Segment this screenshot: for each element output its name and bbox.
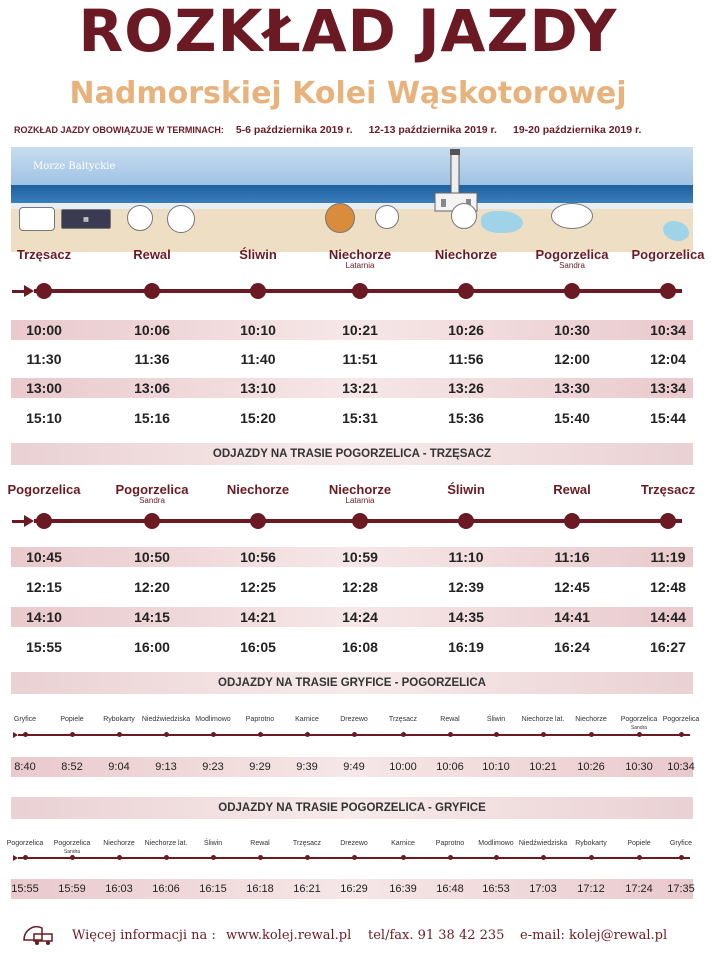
departure-time: 14:41: [554, 609, 590, 625]
station-name: Pogorzelica: [6, 840, 44, 847]
station-dot: [36, 283, 52, 299]
station-dot: [352, 855, 357, 860]
station-name: Niechorze: [103, 840, 135, 847]
departure-time: 11:16: [554, 549, 590, 565]
departure-time: 16:27: [650, 639, 686, 655]
station-dot: [117, 855, 122, 860]
departure-time: 8:52: [61, 761, 83, 773]
terms-label: ROZKŁAD JAZDY OBOWIĄZUJE W TERMINACH:: [14, 125, 224, 135]
station-sub-label: Latarnia: [345, 496, 375, 505]
station-name: Śliwin: [447, 482, 485, 497]
info-label: Więcej informacji na :: [72, 928, 216, 943]
departure-time: 12:00: [554, 351, 590, 367]
station-name: Pogorzelica: [631, 247, 705, 262]
departure-time: 10:26: [577, 761, 605, 773]
station-sub-label: Sandra: [63, 849, 81, 855]
footer: [0, 920, 696, 950]
departure-time: 16:08: [342, 639, 378, 655]
departure-time: 16:29: [340, 883, 368, 895]
station-label: [315, 248, 405, 270]
departure-time: 16:15: [199, 883, 227, 895]
station-label: [0, 483, 89, 497]
station-name: Niechorze: [434, 247, 498, 262]
station-name: Modlimowo: [195, 716, 231, 723]
sea-label: Morze Bałtyckie: [33, 161, 116, 172]
departure-time: 12:25: [240, 579, 276, 595]
train-logo-icon: [20, 922, 56, 946]
station-sub-label: Sandra: [630, 725, 648, 731]
departure-time: 15:59: [58, 883, 86, 895]
station-dot: [448, 732, 453, 737]
route2-heading: ODJAZDY NA TRASIE POGORZELICA - TRZĘSACZ: [11, 443, 693, 465]
departure-time: 16:24: [554, 639, 590, 655]
website-link[interactable]: www.kolej.rewal.pl: [226, 928, 352, 943]
departure-time: 10:56: [240, 549, 276, 565]
station-dot: [679, 732, 684, 737]
station-label: [651, 840, 711, 848]
station-name: Rybokarty: [575, 840, 607, 847]
station-label: [315, 483, 405, 505]
departure-time: 14:24: [342, 609, 378, 625]
departure-time: 13:30: [554, 380, 590, 396]
station-label: [421, 248, 511, 262]
departure-time: 12:20: [134, 579, 170, 595]
station-dot: [637, 732, 642, 737]
station-dot: [305, 855, 310, 860]
term-date: 19-20 października 2019 r.: [512, 124, 642, 136]
departure-time: 12:39: [448, 579, 484, 595]
timetable-row: [11, 607, 693, 627]
departure-time: 16:03: [105, 883, 133, 895]
station-label: [213, 248, 303, 262]
timetable-row: [11, 879, 693, 899]
departure-time: 15:40: [554, 410, 590, 426]
station-dot: [541, 855, 546, 860]
aqua-park-logo-icon: [551, 203, 593, 229]
station-dot: [250, 513, 266, 529]
station-dot: [660, 513, 676, 529]
station-dot: [258, 855, 263, 860]
departure-time: 16:18: [246, 883, 274, 895]
departure-time: 15:55: [26, 639, 62, 655]
departure-time: 14:35: [448, 609, 484, 625]
station-dot: [401, 855, 406, 860]
departure-time: 16:39: [389, 883, 417, 895]
departure-time: 12:15: [26, 579, 62, 595]
station-name: Niechorze: [328, 247, 392, 262]
departure-time: 16:05: [240, 639, 276, 655]
departure-time: 10:50: [134, 549, 170, 565]
station-name: Śliwin: [239, 247, 277, 262]
departure-time: 10:30: [625, 761, 653, 773]
timetable-row: [11, 349, 693, 369]
departure-time: 14:44: [650, 609, 686, 625]
departure-time: 11:56: [448, 351, 484, 367]
station-name: Trzęsacz: [388, 716, 418, 723]
station-name: Niechorze: [328, 482, 392, 497]
timetable-row: [11, 577, 693, 597]
station-name: Niechorze lat.: [521, 716, 565, 723]
timetable-row: [11, 547, 693, 567]
station-name: Pogorzelica: [662, 716, 700, 723]
departure-time: 16:21: [293, 883, 321, 895]
station-dot: [144, 513, 160, 529]
lake-shape-icon: [481, 211, 523, 233]
departure-time: 15:20: [240, 410, 276, 426]
station-sub-label: Latarnia: [345, 261, 375, 270]
station-dot: [352, 513, 368, 529]
station-name: Rewal: [553, 482, 591, 497]
station-label: [527, 248, 617, 270]
station-dot: [494, 855, 499, 860]
butterfly-logo-icon: [325, 203, 355, 233]
station-name: Drezewo: [340, 840, 368, 847]
station-label: [651, 716, 711, 724]
departure-time: 11:19: [650, 549, 686, 565]
departure-time: 10:10: [482, 761, 510, 773]
station-name: Paprotno: [435, 840, 465, 847]
station-name: Karnice: [295, 716, 319, 723]
departure-time: 13:21: [342, 380, 378, 396]
station-dot: [352, 283, 368, 299]
departure-time: 15:16: [134, 410, 170, 426]
departure-time: 16:00: [134, 639, 170, 655]
departure-time: 15:36: [448, 410, 484, 426]
station-dot: [494, 732, 499, 737]
departure-time: 11:36: [134, 351, 170, 367]
station-label: [107, 248, 197, 262]
route-map-banner: [11, 147, 693, 252]
station-dot: [458, 283, 474, 299]
station-dot: [23, 855, 28, 860]
station-dot: [564, 283, 580, 299]
departure-time: 17:24: [625, 883, 653, 895]
station-sub-label: Sandra: [559, 261, 585, 270]
station-name: Popiele: [60, 716, 84, 723]
station-name: Rewal: [250, 840, 270, 847]
station-dot: [564, 513, 580, 529]
departure-time: 9:23: [202, 761, 224, 773]
departure-time: 10:21: [342, 322, 378, 338]
station-name: Karnice: [391, 840, 415, 847]
station-name: Pogorzelica: [535, 247, 609, 262]
departure-time: 10:06: [436, 761, 464, 773]
departure-time: 13:00: [26, 380, 62, 396]
email-link[interactable]: e-mail: kolej@rewal.pl: [520, 928, 668, 943]
departure-time: 13:06: [134, 380, 170, 396]
station-dot: [679, 855, 684, 860]
station-name: Trzęsacz: [292, 840, 322, 847]
station-dot: [36, 513, 52, 529]
station-dot: [589, 855, 594, 860]
station-name: Rybokarty: [103, 716, 135, 723]
departure-time: 15:44: [650, 410, 686, 426]
station-dot: [401, 732, 406, 737]
term-date: 12-13 października 2019 r.: [368, 124, 497, 136]
departure-time: 15:10: [26, 410, 62, 426]
station-name: Niechorze lat.: [144, 840, 188, 847]
arrow-icon: [24, 515, 34, 527]
timetable-row: [11, 378, 693, 398]
station-dot: [70, 732, 75, 737]
station-dot: [70, 855, 75, 860]
arrow-icon: [24, 285, 34, 297]
departure-time: 15:55: [11, 883, 39, 895]
station-name: Rewal: [133, 247, 171, 262]
term-date: 5-6 października 2019 r.: [235, 124, 353, 136]
departure-time: 8:40: [14, 761, 36, 773]
station-dot: [117, 732, 122, 737]
departure-time: 16:19: [448, 639, 484, 655]
station-dot: [458, 513, 474, 529]
route4-heading: ODJAZDY NA TRASIE POGORZELICA - GRYFICE: [11, 797, 693, 819]
station-label: [623, 483, 713, 497]
station-dot: [258, 732, 263, 737]
departure-time: 10:34: [650, 322, 686, 338]
station-name: Popiele: [627, 840, 651, 847]
route3-heading: ODJAZDY NA TRASIE GRYFICE - POGORZELICA: [11, 672, 693, 694]
station-label: [421, 483, 511, 497]
departure-time: 13:10: [240, 380, 276, 396]
station-name: Niechorze: [226, 482, 290, 497]
departure-time: 10:00: [26, 322, 62, 338]
departure-time: 10:21: [529, 761, 557, 773]
station-name: Paprotno: [245, 716, 275, 723]
station-label: [107, 483, 197, 505]
page-title: ROZKŁAD JAZDY: [78, 0, 618, 65]
station-dot: [250, 283, 266, 299]
station-name: Śliwin: [203, 840, 223, 847]
station-label: [213, 483, 303, 497]
miniature-park-logo-icon: [375, 205, 399, 229]
timetable-row: [11, 320, 693, 340]
departure-time: 10:34: [667, 761, 695, 773]
fishing-museum-logo-icon: [451, 203, 477, 229]
departure-time: 9:13: [155, 761, 177, 773]
station-dot: [23, 732, 28, 737]
labirynt-logo-icon: ▦: [61, 209, 111, 229]
departure-time: 12:28: [342, 579, 378, 595]
station-dot: [211, 732, 216, 737]
museum-logo-icon: [167, 205, 195, 233]
departure-time: 14:21: [240, 609, 276, 625]
station-dot: [352, 732, 357, 737]
departure-time: 16:06: [152, 883, 180, 895]
departure-time: 9:49: [343, 761, 365, 773]
timetable-row: [11, 637, 693, 657]
station-name: Trzęsacz: [16, 247, 72, 262]
departure-time: 15:31: [342, 410, 378, 426]
departure-time: 10:59: [342, 549, 378, 565]
validity-terms: [14, 124, 690, 136]
departure-time: 16:53: [482, 883, 510, 895]
departure-time: 10:10: [240, 322, 276, 338]
station-dot: [305, 732, 310, 737]
lighthouse-logo-icon: [19, 207, 55, 231]
departure-time: 11:30: [26, 351, 62, 367]
departure-time: 14:15: [134, 609, 170, 625]
departure-time: 11:10: [448, 549, 484, 565]
departure-time: 17:03: [529, 883, 557, 895]
departure-time: 12:48: [650, 579, 686, 595]
departure-time: 10:06: [134, 322, 170, 338]
departure-time: 9:39: [296, 761, 318, 773]
departure-time: 12:04: [650, 351, 686, 367]
station-name: Niechorze: [575, 716, 607, 723]
departure-time: 9:04: [108, 761, 130, 773]
station-name: Niedźwiedziska: [518, 840, 568, 847]
station-dot: [541, 732, 546, 737]
departure-time: 11:40: [240, 351, 276, 367]
station-name: Gryfice: [13, 716, 37, 723]
departure-time: 17:35: [667, 883, 695, 895]
station-dot: [660, 283, 676, 299]
departure-time: 10:26: [448, 322, 484, 338]
station-label: [623, 248, 713, 262]
departure-time: 16:48: [436, 883, 464, 895]
station-dot: [211, 855, 216, 860]
departure-time: 10:00: [389, 761, 417, 773]
station-dot: [589, 732, 594, 737]
departure-time: 10:30: [554, 322, 590, 338]
departure-time: 13:26: [448, 380, 484, 396]
station-name: Niedźwiedziska: [141, 716, 191, 723]
station-name: Gryfice: [669, 840, 693, 847]
departure-time: 17:12: [577, 883, 605, 895]
station-name: Trzęsacz: [640, 482, 696, 497]
station-label: [0, 248, 89, 262]
departure-time: 14:10: [26, 609, 62, 625]
polakwarium-logo-icon: [127, 205, 153, 231]
timetable-row: [11, 757, 693, 777]
phone-number: tel/fax. 91 38 42 235: [368, 928, 505, 943]
station-name: Pogorzelica: [53, 840, 91, 847]
departure-time: 10:45: [26, 549, 62, 565]
departure-time: 12:45: [554, 579, 590, 595]
page-subtitle: Nadmorskiej Kolei Wąskotorowej: [69, 76, 627, 111]
departure-time: 11:51: [342, 351, 378, 367]
station-name: Modlimowo: [478, 840, 514, 847]
station-dot: [164, 855, 169, 860]
station-name: Drezewo: [340, 716, 368, 723]
timetable-row: [11, 408, 693, 428]
station-dot: [448, 855, 453, 860]
station-name: Śliwin: [486, 716, 506, 723]
station-dot: [144, 283, 160, 299]
station-sub-label: Sandra: [139, 496, 165, 505]
station-name: Rewal: [440, 716, 460, 723]
station-name: Pogorzelica: [7, 482, 81, 497]
station-label: [527, 483, 617, 497]
departure-time: 9:29: [249, 761, 271, 773]
station-name: Pogorzelica: [620, 716, 658, 723]
station-dot: [164, 732, 169, 737]
departure-time: 13:34: [650, 380, 686, 396]
station-dot: [637, 855, 642, 860]
station-name: Pogorzelica: [115, 482, 189, 497]
